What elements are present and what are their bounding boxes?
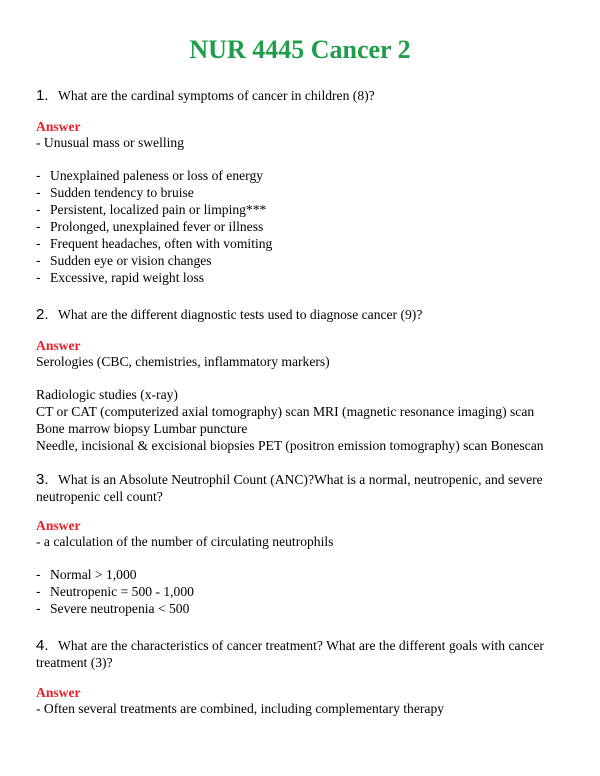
answer-label-3: Answer bbox=[36, 518, 81, 533]
question-2 bbox=[36, 306, 566, 323]
list-item: - Excessive, rapid weight loss bbox=[36, 270, 205, 285]
list-item: - Sudden tendency to bruise bbox=[36, 185, 194, 200]
answer-intro-2: Serologies (CBC, chemistries, inflammatory markers) bbox=[36, 354, 330, 369]
question-text: What is an Absolute Neutrophil Count (ANC)?What is a normal, neutropenic, and severe bbox=[58, 472, 543, 487]
dash-bullet-icon: - bbox=[36, 253, 41, 268]
answer-intro-1: - Unusual mass or swelling bbox=[36, 135, 185, 150]
list-item: - Severe neutropenia < 500 bbox=[36, 601, 190, 616]
question-number: 4. bbox=[36, 637, 49, 654]
question-1 bbox=[36, 87, 566, 104]
list-item: - Persistent, localized pain or limping*** bbox=[36, 202, 267, 217]
question-number: 2. bbox=[36, 306, 49, 323]
answer-label-4: Answer bbox=[36, 685, 81, 700]
question-text: What are the cardinal symptoms of cancer in children (8)? bbox=[58, 88, 375, 103]
dash-bullet-icon: - bbox=[36, 567, 41, 582]
list-item: - Frequent headaches, often with vomiting bbox=[36, 236, 273, 251]
answer-label-2: Answer bbox=[36, 338, 81, 353]
answer-line: Radiologic studies (x-ray) bbox=[36, 387, 178, 402]
question-number: 1. bbox=[36, 87, 49, 104]
answer-line: Bone marrow biopsy Lumbar puncture bbox=[36, 421, 248, 436]
question-text-continued: neutropenic cell count? bbox=[36, 489, 163, 504]
list-item: - Unexplained paleness or loss of energy bbox=[36, 168, 264, 183]
question-4 bbox=[36, 637, 566, 654]
question-number: 3. bbox=[36, 471, 49, 488]
dash-bullet-icon: - bbox=[36, 601, 41, 616]
answer-intro-4: - Often several treatments are combined, including complementary therapy bbox=[36, 701, 445, 716]
list-item: - Sudden eye or vision changes bbox=[36, 253, 212, 268]
dash-bullet-icon: - bbox=[36, 202, 41, 217]
answer-line: CT or CAT (computerized axial tomography) scan MRI (magnetic resonance imaging) scan bbox=[36, 404, 535, 419]
question-text-continued: treatment (3)? bbox=[36, 655, 113, 670]
question-3 bbox=[36, 471, 566, 488]
question-text: What are the characteristics of cancer treatment? What are the different goals with cancer bbox=[58, 638, 544, 653]
list-item: - Prolonged, unexplained fever or illness bbox=[36, 219, 264, 234]
list-item: - Neutropenic = 500 - 1,000 bbox=[36, 584, 194, 599]
dash-bullet-icon: - bbox=[36, 270, 41, 285]
document-title: NUR 4445 Cancer 2 bbox=[189, 35, 411, 64]
dash-bullet-icon: - bbox=[36, 236, 41, 251]
dash-bullet-icon: - bbox=[36, 168, 41, 183]
question-text: What are the different diagnostic tests used to diagnose cancer (9)? bbox=[58, 307, 423, 322]
answer-label-1: Answer bbox=[36, 119, 81, 134]
dash-bullet-icon: - bbox=[36, 185, 41, 200]
dash-bullet-icon: - bbox=[36, 584, 41, 599]
list-item: - Normal > 1,000 bbox=[36, 567, 137, 582]
answer-intro-3: - a calculation of the number of circulating neutrophils bbox=[36, 534, 334, 549]
answer-line: Needle, incisional & excisional biopsies PET (positron emission tomography) scan Bonescan bbox=[36, 438, 544, 453]
dash-bullet-icon: - bbox=[36, 219, 41, 234]
